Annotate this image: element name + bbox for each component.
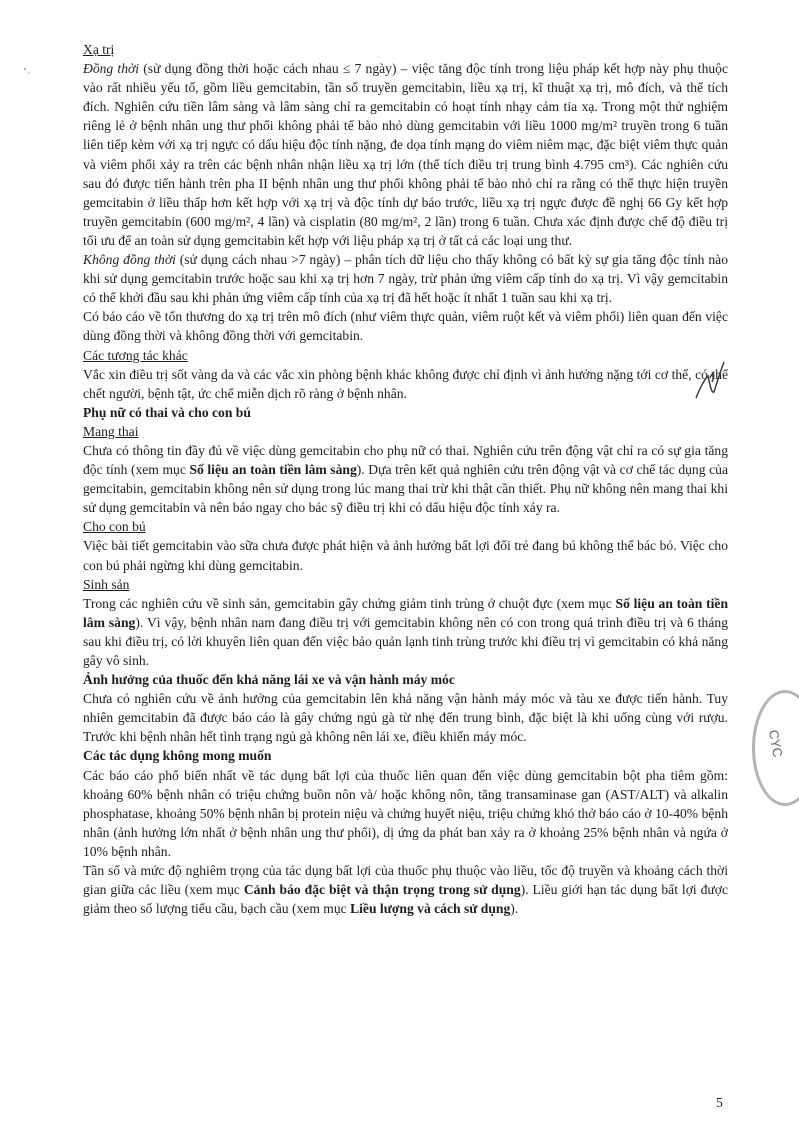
text-khong-dong-thoi: (sử dụng cách nhau >7 ngày) – phân tích dữ liệu cho thấy không có bất kỳ sự gia tăng độc tính nào khi sử dụng gemcitabin trước hoặc sau khi xạ trị hơn 7 ngày, trừ phản ứng viêm cấp tính do xạ trị. Vì vậy gemcitabin có thể khởi đầu sau khi phản ứng viêm cấp tính của xạ trị đã hết hoặc ít nhất 1 tuần sau khi xạ trị. [83, 252, 728, 306]
ref-so-lieu-an-toan-2: Số liệu an toàn tiền lâm sàng [83, 595, 728, 630]
page-number: 5 [716, 1095, 723, 1110]
text-tac-dung-a: Tần số và mức độ nghiêm trọng của tác dụng bất lợi của thuốc phụ thuộc vào liều, tốc độ truyền và khoảng cách thời gian giữa các liều (xem mục [83, 863, 728, 898]
text-sinh-san-b: ). Vì vậy, bệnh nhân nam đang điều trị với gemcitabin không nên có con trong quá trình điều trị và 6 tháng sau khi điều trị, có lời khuyên liên quan đến việc bảo quản lạnh tinh trùng trước khi điều trị vì gemcitabin có khả năng gây vô sinh. [83, 614, 728, 668]
text-tac-dung-b: ). Liều giới hạn tác dụng bất lợi được giảm theo số lượng tiểu cầu, bạch cầu (xem mục [83, 882, 728, 917]
text-mang-thai-a: Chưa có thông tin đầy đủ về việc dùng gemcitabin cho phụ nữ có thai. Nghiên cứu trên động vật chỉ ra có sự gia tăng độc tính (xem mục [83, 442, 728, 478]
ref-lieu-luong: Liều lượng và cách sử dụng [350, 901, 511, 917]
signature-mark [690, 358, 730, 418]
paragraph-cho-con-bu: Việc bài tiết gemcitabin vào sữa chưa được phát hiện và ảnh hưởng bất lợi đối trẻ đang bú không thể bác bỏ. Việc cho con bú phải ngừng khi dùng gemcitabin. [83, 538, 728, 573]
scan-dot-mark [22, 66, 32, 76]
subheading-sinh-san: Sinh sản [83, 576, 130, 592]
paragraph-sinh-san [83, 594, 728, 670]
text-tac-dung-c: ). [510, 901, 519, 917]
paragraph-tac-dung-2 [83, 861, 728, 918]
stamp-text: CYC [765, 728, 786, 759]
subheading-cho-con-bu: Cho con bú [83, 519, 146, 535]
ref-canh-bao: Cảnh báo đặc biệt và thận trọng trong sử dụng [243, 882, 521, 898]
paragraph-dong-thoi [83, 59, 728, 250]
text-mang-thai-b: ). Dựa trên kết quả nghiên cứu trên động vật và cơ chế tác dụng của gemcitabin, gemcitabin không nên sử dụng trong lúc mang thai trừ khi thật cần thiết. Phụ nữ không nên mang thai khi sử dụng gemcitabin và nên báo ngay cho bác sỹ điều trị khi có dấu hiệu độc tính xảy ra. [83, 462, 728, 516]
section-heading-phu-nu: Phụ nữ có thai và cho con bú [83, 404, 251, 420]
paragraph-lai-xe: Chưa có nghiên cứu về ảnh hưởng của gemcitabin lên khả năng vận hành máy móc và tàu xe được tiến hành. Tuy nhiên gemcitabin đã được báo cáo là gây chứng ngủ gà từ nhẹ đến trung bình, đặc biệt là khi uống cùng với rượu. Trước khi bệnh nhân hết tình trạng ngủ gà không nên lái xe, điều khiển máy móc. [83, 691, 728, 745]
lead-khong-dong-thoi: Không đồng thời [83, 252, 176, 268]
ref-so-lieu-an-toan: Số liệu an toàn tiền lâm sàng [189, 462, 357, 478]
paragraph-ton-thuong: Có báo cáo về tổn thương do xạ trị trên mô đích (như viêm thực quản, viêm ruột kết và viêm phổi) liên quan đến việc dùng đồng thời và không đồng thời với gemcitabin. [83, 309, 728, 344]
text-dong-thoi: (sử dụng đồng thời hoặc cách nhau ≤ 7 ngày) – việc tăng độc tính trong liệu pháp kết hợp này phụ thuộc vào rất nhiều yếu tố, gồm liều gemcitabin, tần số truyền gemcitabin, liều xạ trị, kĩ thuật xạ trị, mô đích, và thể tích đích. Nghiên cứu tiền lâm sàng và lâm sàng chỉ ra gemcitabin có hoạt tính nhạy cảm tia xạ. Trong một thử nghiệm riêng lẻ ở bệnh nhân ung thư phổi không phải tế bào nhỏ dùng gemcitabin với liều 1000 mg/m² truyền trong 6 tuần liên tiếp kèm với xạ trị ngực có dấu hiệu độc tính nặng, đe dọa tính mạng do viêm niêm mạc, đặc biệt viêm thực quản và viêm phổi xảy ra trên các bệnh nhân nhận liều xạ trị lớn (thể tích điều trị trung bình 4.795 cm³). Các nghiên cứu sau đó được tiến hành trên pha II bệnh nhân ung thư phổi không phải tế bào nhỏ chỉ ra rằng có thể thực hiện truyền gemcitabin ở liều thấp hơn kết hợp với xạ trị và độc tính dự báo trước, liều xạ trị ngực được đề nghị 66 Gy kết hợp truyền gemcitabin (600 mg/m², 4 lần) và cisplatin (80 mg/m², 2 lần) trong 6 tuần. Chưa xác định được chế độ điều trị tối ưu để an toàn sử dụng gemcitabin kết hợp với liệu pháp xạ trị ở tất cả các loại ung thư. [83, 61, 728, 248]
lead-dong-thoi: Đồng thời [83, 61, 140, 77]
section-heading-lai-xe: Ảnh hưởng của thuốc đến khả năng lái xe và vận hành máy móc [83, 672, 455, 688]
document-body [83, 40, 728, 918]
section-heading-xa-tri: Xạ trị [83, 42, 115, 57]
paragraph-tuong-tac: Vắc xin điều trị sốt vàng da và các vắc xin phòng bệnh khác không được chỉ định vì ảnh hưởng nặng tới cơ thể, có thể chết người, bệnh tật, ức chế miễn dịch rõ ràng ở bệnh nhân. [83, 366, 728, 401]
paragraph-mang-thai [83, 441, 728, 517]
paragraph-tac-dung-1: Các báo cáo phổ biến nhất về tác dụng bất lợi của thuốc liên quan đến việc dùng gemcitabin bột pha tiêm gồm: khoảng 60% bệnh nhân có triệu chứng buồn nôn và/ hoặc không nôn, tăng transaminase gan (AST/ALT) và alkalin phosphatase, khoảng 50% bệnh nhân bị protein niệu và chứng huyết niệu, triệu chứng khó thở báo cáo ở 10-40% bệnh nhân (ảnh hưởng lớn nhất ở bệnh nhân ung thư phổi), dị ứng da phát ban xảy ra ở khoảng 25% bệnh nhân và ngứa ở 10% bệnh nhân. [83, 767, 728, 859]
subheading-mang-thai: Mang thai [83, 423, 139, 439]
paragraph-khong-dong-thoi [83, 250, 728, 307]
text-sinh-san-a: Trong các nghiên cứu về sinh sản, gemcitabin gây chứng giảm tinh trùng ở chuột đực (xem mục [83, 595, 616, 611]
section-heading-tuong-tac: Các tương tác khác [83, 347, 188, 363]
section-heading-tac-dung: Các tác dụng không mong muốn [83, 748, 272, 764]
